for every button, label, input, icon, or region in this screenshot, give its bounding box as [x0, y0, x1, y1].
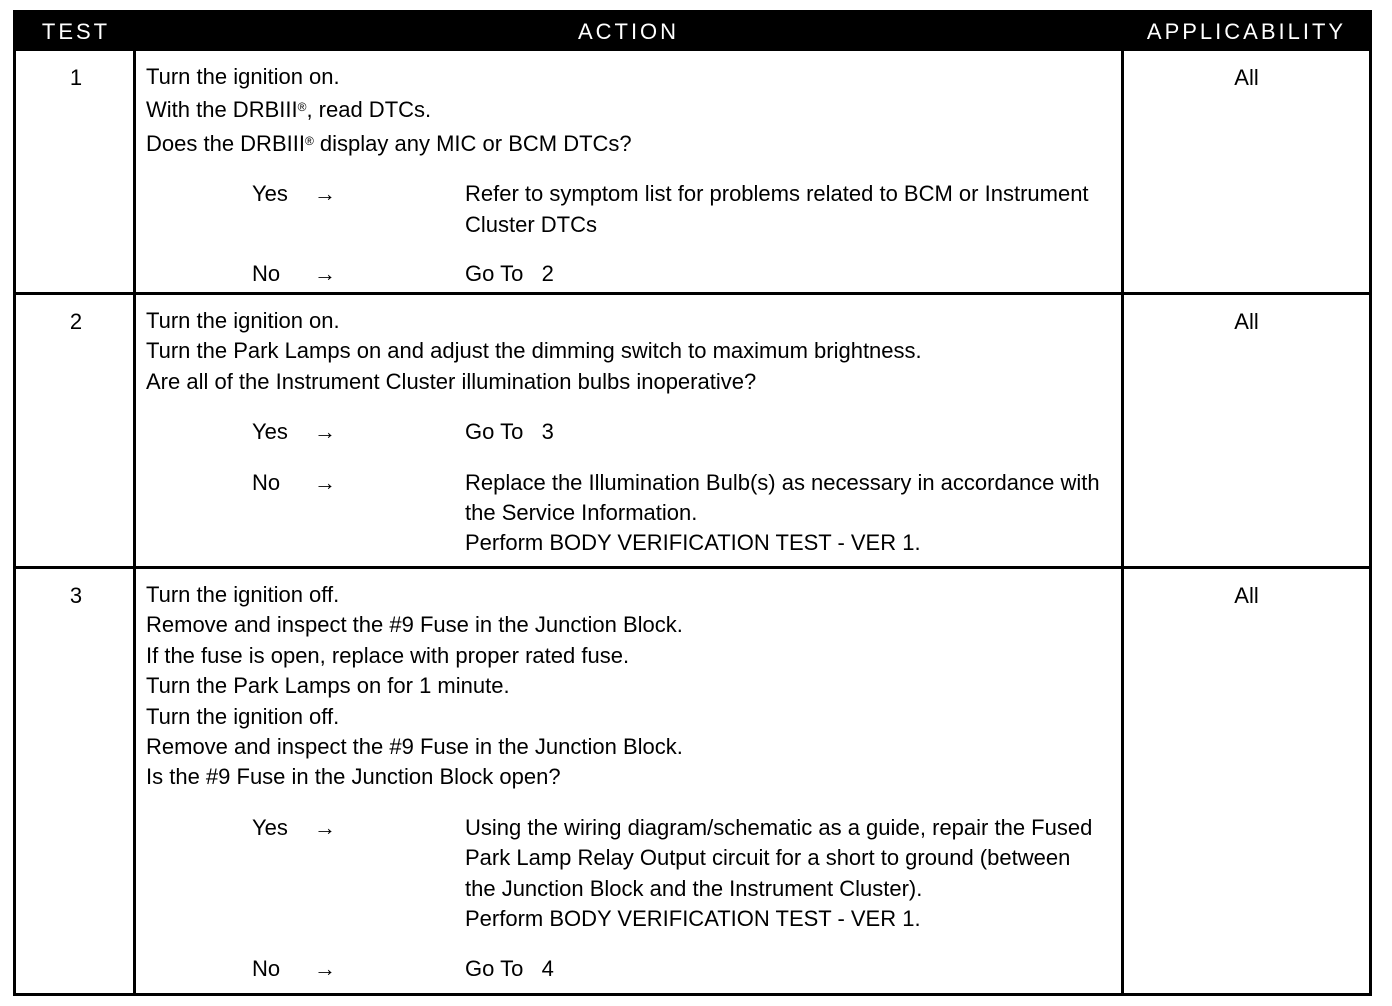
- arrow-icon: →: [314, 956, 336, 982]
- row-divider: [16, 292, 1369, 295]
- action-line: Turn the Park Lamps on for 1 minute.: [146, 673, 510, 699]
- no-text: Perform BODY VERIFICATION TEST - VER 1.: [465, 530, 921, 556]
- no-label: No: [252, 956, 281, 982]
- action-line: Are all of the Instrument Cluster illumination bulbs inoperative?: [146, 368, 757, 394]
- yes-text: Using the wiring diagram/schematic as a guide, repair the Fused: [465, 814, 1093, 840]
- action-line: Turn the ignition on.: [146, 64, 340, 89]
- action-line: Remove and inspect the #9 Fuse in the Junction Block.: [146, 734, 683, 760]
- no-text: Go To 2: [465, 261, 554, 287]
- yes-branch: [252, 179, 1121, 240]
- yes-text: Refer to symptom list for problems related to BCM or Instrument: [465, 181, 1089, 207]
- yes-text: Park Lamp Relay Output circuit for a short to ground (between: [465, 845, 1071, 871]
- action-cell: [146, 306, 1121, 559]
- arrow-icon: →: [314, 814, 336, 840]
- diagnostic-table: [13, 10, 1372, 996]
- no-branch: [252, 954, 1121, 984]
- yes-branch: [252, 417, 1121, 447]
- yes-text: the Junction Block and the Instrument Cluster).: [465, 875, 923, 901]
- registered-mark: ®: [304, 133, 314, 148]
- row-divider: [16, 566, 1369, 569]
- registered-mark: ®: [297, 100, 307, 115]
- action-line: Is the #9 Fuse in the Junction Block open?: [146, 764, 561, 790]
- arrow-icon: →: [314, 419, 336, 445]
- no-label: No: [252, 469, 281, 495]
- yes-text: Go To 3: [465, 419, 554, 445]
- action-line: Turn the Park Lamps on and adjust the dimming switch to maximum brightness.: [146, 338, 922, 364]
- column-divider: [133, 51, 136, 993]
- header-test: TEST: [41, 19, 111, 44]
- action-line: With the DRBIII®, read DTCs.: [146, 97, 432, 123]
- test-number: 3: [69, 583, 83, 608]
- no-text: Replace the Illumination Bulb(s) as necessary in accordance with: [465, 469, 1100, 495]
- applicability-value: All: [1234, 65, 1259, 90]
- yes-label: Yes: [252, 814, 288, 840]
- action-line: Turn the ignition off.: [146, 703, 340, 729]
- action-line: Turn the ignition on.: [146, 308, 340, 333]
- test-number: 2: [69, 309, 83, 334]
- no-branch: [252, 468, 1121, 559]
- applicability-value: All: [1234, 309, 1259, 334]
- test-number: 1: [69, 65, 83, 90]
- action-line: Remove and inspect the #9 Fuse in the Junction Block.: [146, 612, 683, 638]
- yes-label: Yes: [252, 419, 288, 445]
- yes-text: Cluster DTCs: [465, 211, 598, 237]
- arrow-icon: →: [314, 469, 336, 495]
- header-applicability: APPLICABILITY: [1146, 19, 1347, 44]
- action-cell: [146, 580, 1121, 985]
- no-text: the Service Information.: [465, 500, 698, 526]
- arrow-icon: →: [314, 181, 336, 207]
- yes-branch: [252, 813, 1121, 935]
- action-line: Turn the ignition off.: [146, 582, 340, 607]
- column-divider: [1121, 51, 1124, 993]
- yes-text: Perform BODY VERIFICATION TEST - VER 1.: [465, 906, 921, 932]
- header-action: ACTION: [577, 19, 680, 44]
- action-cell: [146, 62, 1121, 289]
- no-text: Go To 4: [465, 956, 554, 982]
- arrow-icon: →: [314, 261, 336, 287]
- table-header: [16, 13, 1369, 51]
- yes-label: Yes: [252, 181, 288, 207]
- action-line: If the fuse is open, replace with proper rated fuse.: [146, 642, 630, 668]
- no-branch: [252, 259, 1121, 289]
- no-label: No: [252, 261, 281, 287]
- action-line: Does the DRBIII® display any MIC or BCM DTCs?: [146, 130, 632, 156]
- applicability-value: All: [1234, 583, 1259, 608]
